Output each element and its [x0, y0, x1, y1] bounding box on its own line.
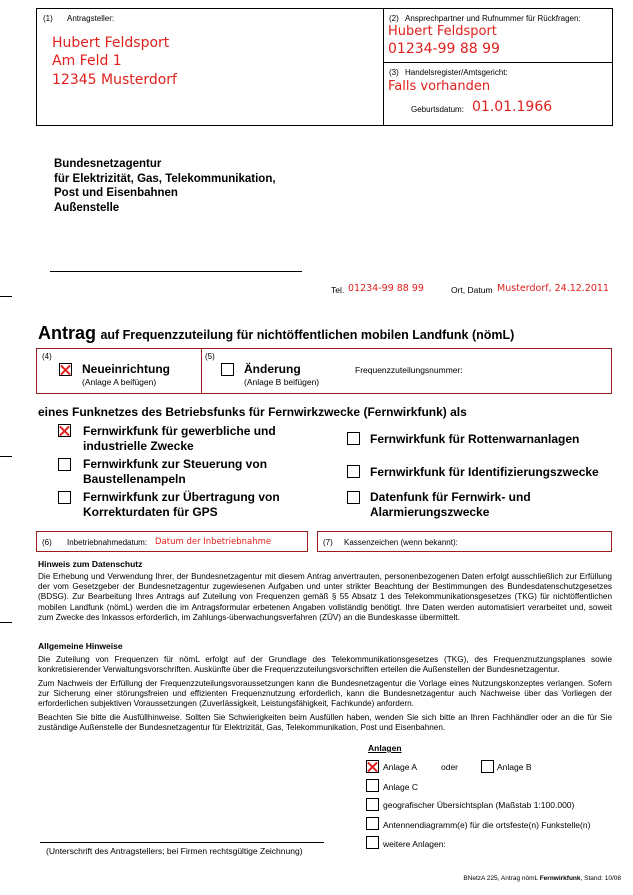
footer — [463, 875, 621, 882]
option-gps-label — [83, 490, 280, 520]
attachment-a-checkbox[interactable] — [366, 760, 379, 773]
change-checkbox[interactable] — [221, 363, 234, 376]
field6-label: Inbetriebnahmedatum: — [67, 538, 148, 547]
applicant-box — [36, 8, 384, 126]
contact-phone[interactable]: 01234-99 88 99 — [388, 41, 500, 57]
contact-name[interactable]: Hubert Feldsport — [388, 24, 497, 39]
register-number: (3) — [389, 68, 399, 77]
title-main: Antrag — [38, 323, 96, 343]
applicant-city[interactable]: 12345 Musterdorf — [52, 72, 177, 88]
register-box — [383, 62, 613, 126]
applicant-name[interactable]: Hubert Feldsport — [52, 35, 170, 51]
option-data-radio-checkbox[interactable] — [347, 491, 360, 504]
option-identification-label: Fernwirkfunk für Identifizierungszwecke — [370, 465, 599, 479]
field7-number: (7) — [323, 538, 333, 547]
page-title — [38, 323, 514, 344]
tel-value[interactable]: 01234-99 88 99 — [348, 283, 424, 294]
fold-mark-middle — [0, 456, 12, 457]
option-line: Fernwirkfunk für gewerbliche und — [83, 424, 276, 438]
date-value[interactable]: Musterdorf, 24.12.2011 — [497, 283, 610, 294]
cash-reference-box — [317, 531, 612, 552]
field6-number: (6) — [42, 538, 52, 547]
footer-prefix: BNetzA 225, Antrag nömL — [463, 875, 538, 882]
fold-mark-bottom — [0, 622, 12, 623]
attachment-a-label: Anlage A — [383, 762, 418, 772]
option-gps-checkbox[interactable] — [58, 491, 71, 504]
general-heading: Allgemeine Hinweise — [38, 641, 123, 651]
footer-suffix: , Stand: 10/08 — [580, 875, 621, 882]
network-heading: eines Funknetzes des Betriebsfunks für Fernwirkzwecke (Fernwirkfunk) als — [38, 405, 467, 419]
option-line: Alarmierungszwecke — [370, 505, 490, 519]
tel-label: Tel. — [331, 285, 345, 295]
attachment-b-checkbox[interactable] — [481, 760, 494, 773]
privacy-heading: Hinweis zum Datenschutz — [38, 559, 143, 569]
option-line: industrielle Zwecke — [83, 439, 194, 453]
contact-number: (2) — [389, 14, 399, 23]
register-value[interactable]: Falls vorhanden — [388, 79, 491, 94]
applicant-number: (1) — [43, 14, 53, 23]
option-line: Datenfunk für Fernwirk- und — [370, 490, 531, 504]
attachment-further-checkbox[interactable] — [366, 836, 379, 849]
birth-label: Geburtsdatum: — [411, 105, 464, 114]
recipient-line: Bundesnetzagentur — [54, 158, 162, 170]
signature-label: (Unterschrift des Antragstellers; bei Firmen rechtsgültige Zeichnung) — [46, 846, 303, 856]
general-paragraph-2: Zum Nachweis der Erfüllung der Frequenzzuteilungsvoraussetzungen kann die Bundesnetzagentur die Vorlage eines Nutzungskonzeptes verlangen. Sofern zur Sicherung einer störungsfreien und effizienten Frequenznutzung erforderlich, kann die Bundesnetzagentur auch Nachweise über das Vorliegen der erforderlichen subjektiven Voraussetzungen (Zuverlässigkeit, Leistungsfähigkeit, Fachkunde) anfordern. — [38, 679, 612, 709]
attachment-map-checkbox[interactable] — [366, 798, 379, 811]
recipient-underline — [50, 271, 302, 272]
recipient-line: Post und Eisenbahnen — [54, 187, 178, 199]
new-installation-note: (Anlage A beifügen) — [82, 377, 157, 387]
attachment-map-label: geografischer Übersichtsplan (Maßstab 1:100.000) — [383, 800, 575, 810]
option-industrial-label — [83, 424, 276, 454]
contact-box — [383, 8, 613, 63]
applicant-street[interactable]: Am Feld 1 — [52, 53, 122, 69]
applicant-label: Antragsteller: — [67, 14, 115, 23]
attachment-b-label: Anlage B — [497, 762, 532, 772]
option-line: Baustellenampeln — [83, 472, 186, 486]
type-divider — [201, 349, 202, 393]
recipient-line: für Elektrizität, Gas, Telekommunikation, — [54, 172, 276, 185]
change-label: Änderung — [244, 362, 301, 376]
new-installation-checkbox[interactable] — [59, 363, 72, 376]
new-installation-label: Neueinrichtung — [82, 362, 171, 376]
commissioning-date-value[interactable]: Datum der Inbetriebnahme — [155, 537, 272, 547]
attachment-c-checkbox[interactable] — [366, 779, 379, 792]
change-note: (Anlage B beifügen) — [244, 377, 320, 387]
general-paragraph-3: Beachten Sie bitte die Ausfüllhinweise. Sollten Sie Schwierigkeiten beim Ausfüllen haben, wenden Sie sich bitte an Ihren Fachhändler oder an die für Sie zuständige Außenstelle der Bundesnetzagentur für Elektrizität, Gas, Telekommunikation, Post und Eisenbahnen. — [38, 713, 612, 733]
option-industrial-checkbox[interactable] — [58, 424, 71, 437]
option-line: Korrekturdaten für GPS — [83, 505, 218, 519]
option-identification-checkbox[interactable] — [347, 465, 360, 478]
option-rotten-label: Fernwirkfunk für Rottenwarnanlagen — [370, 432, 580, 446]
register-label: Handelsregister/Amtsgericht: — [405, 68, 508, 77]
attachment-or-label: oder — [441, 762, 459, 772]
footer-bold: Fernwirkfunk — [539, 875, 581, 882]
commissioning-date-box — [36, 531, 308, 552]
date-label: Ort, Datum — [451, 285, 493, 295]
attachments-heading: Anlagen — [368, 743, 402, 753]
field7-label: Kassenzeichen (wenn bekannt): — [344, 538, 458, 547]
change-number: (5) — [205, 352, 215, 361]
attachment-antenna-checkbox[interactable] — [366, 817, 379, 830]
option-traffic-lights-label — [83, 457, 267, 487]
title-rest: auf Frequenzzuteilung für nichtöffentlichen mobilen Landfunk (nömL) — [100, 328, 515, 342]
signature-line[interactable] — [40, 842, 324, 843]
attachment-further-label: weitere Anlagen: — [383, 839, 446, 849]
option-line: Fernwirkfunk zur Steuerung von — [83, 457, 268, 471]
new-number: (4) — [42, 352, 52, 361]
attachment-c-label: Anlage C — [383, 782, 418, 792]
option-line: Fernwirkfunk zur Übertragung von — [83, 490, 280, 504]
attachment-antenna-label: Antennendiagramm(e) für die ortsfeste(n) Funkstelle(n) — [383, 820, 591, 830]
recipient-address — [54, 157, 276, 215]
birth-value[interactable]: 01.01.1966 — [472, 99, 553, 115]
option-data-radio-label — [370, 490, 531, 520]
option-rotten-checkbox[interactable] — [347, 432, 360, 445]
fold-mark-top — [0, 296, 12, 297]
privacy-text: Die Erhebung und Verwendung Ihrer, der Bundesnetzagentur mit diesem Antrag anvertrauten, personenbezogenen Daten erfolgt ausschließlich zur Erfüllung der vom Gesetzgeber der Bundesnetzagentur zugewiesenen Aufgaben und unter strikter Beachtung der Bestimmungen des Bundesdatenschutzgesetzes (BDSG). Zur Bearbeitung Ihres Antrags auf Zuteilung von Frequenzen gemäß § 55 Absatz 1 des Telekommunikationsgesetzes (TKG) für nichtöffentlichen mobilen Landfunk (nömL) werden die im Antragsformular erbetenen Angaben vollständig benötigt. Ihre Daten werden automatisiert verarbeitet und, soweit zum Zwecke des Inkassos erforderlich, im Zahlungs-überwachungsverfahren (ZÜV) an die Bundeskasse übermittelt. — [38, 572, 612, 622]
contact-label: Ansprechpartner und Rufnummer für Rückfragen: — [405, 14, 581, 23]
option-traffic-lights-checkbox[interactable] — [58, 458, 71, 471]
freq-number-label: Frequenzzuteilungsnummer: — [355, 365, 463, 375]
type-box — [36, 348, 612, 394]
general-paragraph-1: Die Zuteilung von Frequenzen für nömL erfolgt auf der Grundlage des Telekommunikationsgesetzes (TKG), des Frequenznutzungsplanes sowie konkretisierender Verwaltungsvorschriften. Auskünfte über die Frequenzzuteilungsvorschriften erteilen die Außenstellen der Bundesnetzagentur. — [38, 655, 612, 675]
recipient-line: Außenstelle — [54, 201, 120, 214]
